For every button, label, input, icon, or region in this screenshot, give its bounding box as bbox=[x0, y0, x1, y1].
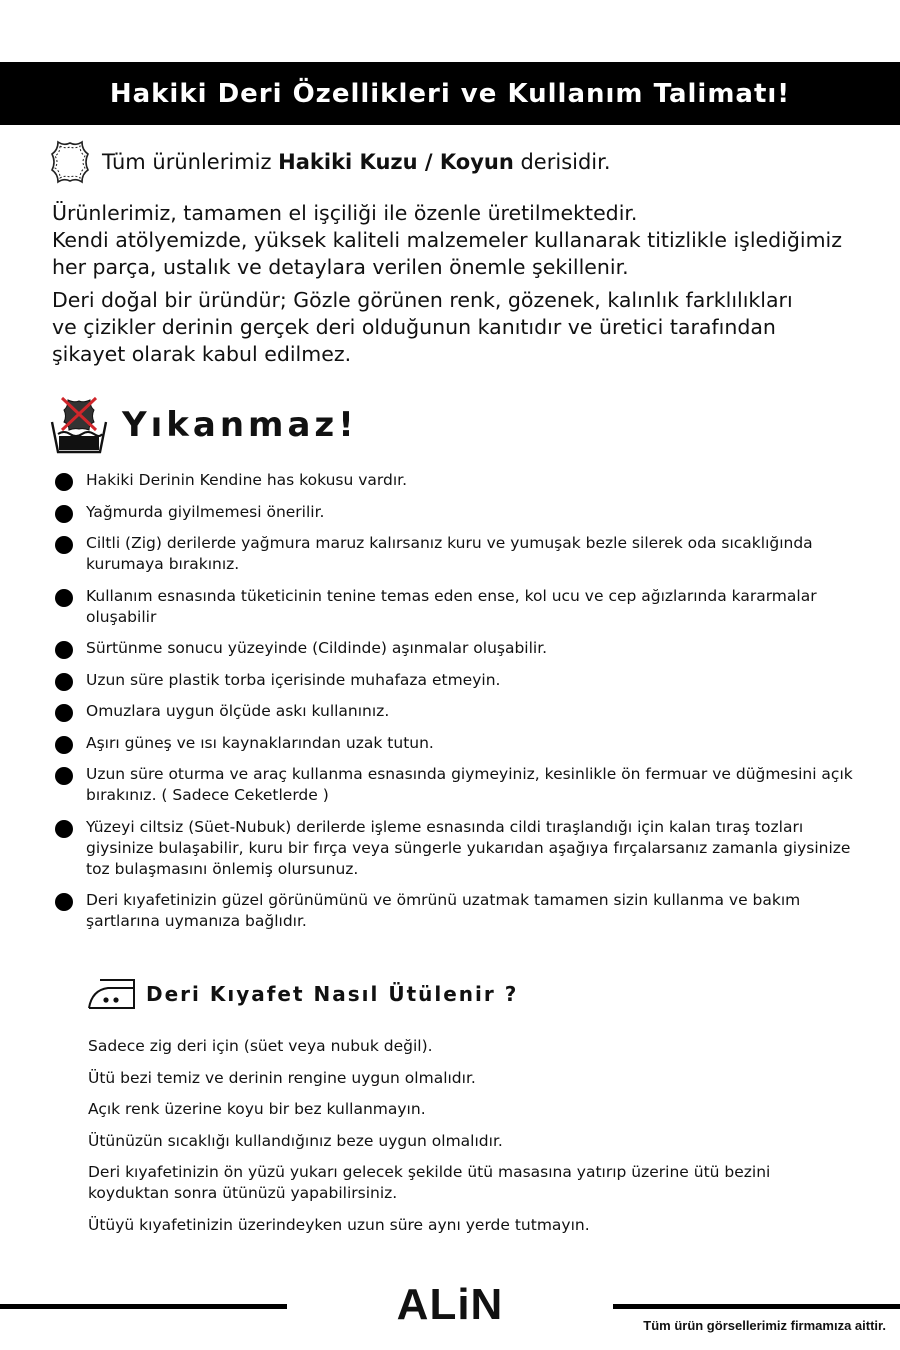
intro-text: Tüm ürünlerimiz Hakiki Kuzu / Koyun derisidir. bbox=[102, 150, 611, 174]
ironing-title: Deri Kıyafet Nasıl Ütülenir ? bbox=[146, 982, 519, 1006]
bullet-dot bbox=[55, 505, 73, 523]
iron-icon bbox=[86, 974, 136, 1014]
intro-row bbox=[48, 138, 611, 186]
page-title: Hakiki Deri Özellikleri ve Kullanım Talimatı! bbox=[109, 78, 791, 109]
bullet-dot bbox=[55, 736, 73, 754]
list-item: Yüzeyi ciltsiz (Süet-Nubuk) derilerde işleme esnasında cildi tıraşlandığı için kalan tıraş tozları giysinize bulaşabilir, kuru bir fırça veya süngerle yukarıdan aşağıya fırçalarsanız zamanla giysinize toz bulaşmasını önlemiş olursunuz. bbox=[54, 817, 854, 880]
bullet-dot bbox=[55, 641, 73, 659]
footer-divider-left bbox=[0, 1304, 287, 1309]
list-item: Ütü bezi temiz ve derinin rengine uygun olmalıdır. bbox=[88, 1068, 476, 1087]
list-item: Uzun süre plastik torba içerisinde muhafaza etmeyin. bbox=[54, 670, 854, 691]
list-item: Kullanım esnasında tüketicinin tenine temas eden ense, kol ucu ve cep ağızlarında kararmalar oluşabilir bbox=[54, 586, 854, 628]
list-item: Yağmurda giyilmemesi önerilir. bbox=[54, 502, 854, 523]
leather-hide-icon bbox=[48, 138, 92, 186]
washing-header bbox=[48, 394, 358, 456]
list-item: Aşırı güneş ve ısı kaynaklarından uzak tutun. bbox=[54, 733, 854, 754]
list-item: Ütüyü kıyafetinizin üzerindeyken uzun süre aynı yerde tutmayın. bbox=[88, 1215, 590, 1234]
craftsmanship-paragraph: Ürünlerimiz, tamamen el işçiliği ile özenle üretilmektedir. Kendi atölyemizde, yüksek kaliteli malzemeler kullanarak titizlikle işlediğimiz her parça, ustalık ve detaylara verilen önemle şekillenir. bbox=[52, 201, 843, 279]
do-not-wash-icon bbox=[48, 394, 110, 456]
list-item: Açık renk üzerine koyu bir bez kullanmayın. bbox=[88, 1100, 426, 1118]
bullet-dot bbox=[55, 536, 73, 554]
list-item: Deri kıyafetinizin ön yüzü yukarı gelecek şekilde ütü masasına yatırıp üzerine ütü bezini koyduktan sonra ütünüzü yapabilirsiniz. bbox=[88, 1163, 771, 1202]
natural-leather-paragraph: Deri doğal bir üründür; Gözle görünen renk, gözenek, kalınlık farklılıkları ve çizikler derinin gerçek deri olduğunun kanıtıdır ve üretici tarafından şikayet olarak kabul edilmez. bbox=[52, 288, 793, 366]
bullet-dot bbox=[55, 473, 73, 491]
ironing-header bbox=[86, 974, 518, 1014]
care-list bbox=[54, 470, 854, 943]
bullet-dot bbox=[55, 704, 73, 722]
brand-logo: ALiN bbox=[396, 1280, 504, 1329]
list-item: Deri kıyafetinizin güzel görünümünü ve ömrünü uzatmak tamamen sizin kullanma ve bakım şartlarına uymanıza bağlıdır. bbox=[54, 890, 854, 932]
copyright-note: Tüm ürün görsellerimiz firmamıza aittir. bbox=[643, 1318, 886, 1333]
list-item: Uzun süre oturma ve araç kullanma esnasında giymeyiniz, kesinlikle ön fermuar ve düğmesini açık bırakınız. ( Sadece Ceketlerde ) bbox=[54, 764, 854, 806]
bullet-dot bbox=[55, 893, 73, 911]
list-item: Ciltli (Zig) derilerde yağmura maruz kalırsanız kuru ve yumuşak bezle silerek oda sıcaklığında kurumaya bırakınız. bbox=[54, 533, 854, 575]
bullet-dot bbox=[55, 767, 73, 785]
bullet-dot bbox=[55, 673, 73, 691]
page-title-banner bbox=[0, 62, 900, 125]
list-item: Ütünüzün sıcaklığı kullandığınız beze uygun olmalıdır. bbox=[88, 1131, 503, 1150]
washing-title: Yıkanmaz! bbox=[122, 405, 358, 445]
bullet-dot bbox=[55, 589, 73, 607]
bullet-dot bbox=[55, 820, 73, 838]
intro-bold-text: Hakiki Kuzu / Koyun bbox=[278, 150, 514, 174]
list-item: Hakiki Derinin Kendine has kokusu vardır. bbox=[54, 470, 854, 491]
ironing-steps bbox=[88, 1036, 828, 1246]
list-item: Omuzlara uygun ölçüde askı kullanınız. bbox=[54, 701, 854, 722]
list-item: Sürtünme sonucu yüzeyinde (Cildinde) aşınmalar oluşabilir. bbox=[54, 638, 854, 659]
list-item: Sadece zig deri için (süet veya nubuk değil). bbox=[88, 1037, 433, 1055]
footer-divider-right bbox=[613, 1304, 900, 1309]
